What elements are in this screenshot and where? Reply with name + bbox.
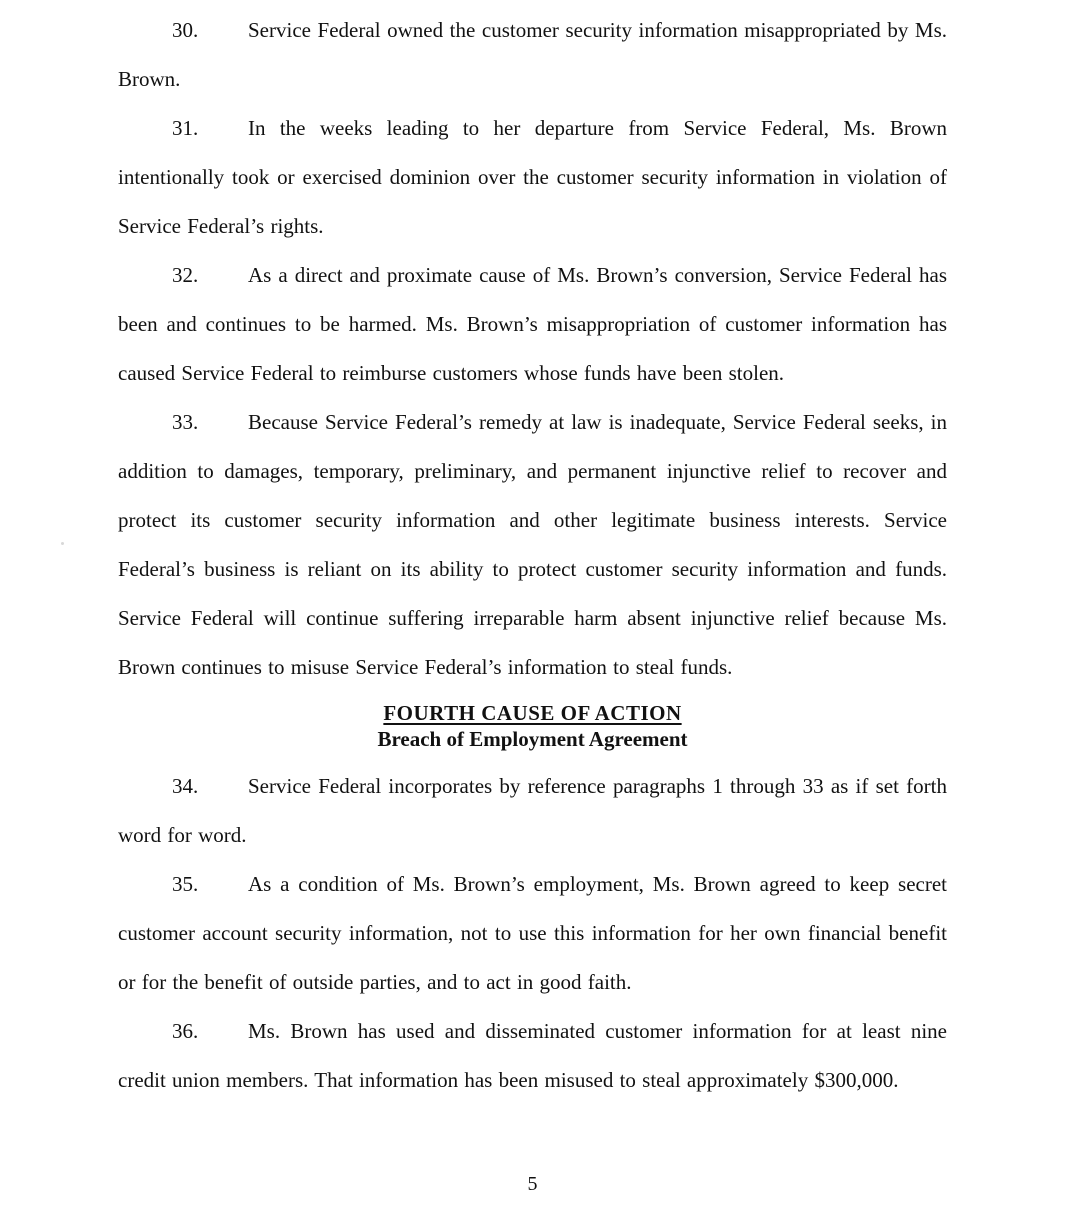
paragraph-number: 34.: [172, 774, 199, 798]
numbered-paragraph: [118, 251, 947, 398]
paragraph-text: Because Service Federal’s remedy at law is inadequate, Service Federal seeks, in addition to damages, temporary, preliminary, and permanent injunctive relief to recover and protect its customer security information and other legitimate business interests. Service Federal’s business is reliant on its ability to protect customer security information and funds. Service Federal will continue suffering irreparable harm absent injunctive relief because Ms. Brown continues to misuse Service Federal’s information to steal funds.: [118, 410, 947, 679]
paragraph-number: 33.: [172, 410, 199, 434]
paragraph-number: 32.: [172, 263, 199, 287]
numbered-paragraph: [118, 6, 947, 104]
paragraph-number: 35.: [172, 872, 199, 896]
document-body: [118, 0, 947, 1105]
scan-artifact: [61, 542, 64, 545]
cause-heading-subtitle: Breach of Employment Agreement: [377, 727, 688, 751]
numbered-paragraph: [118, 860, 947, 1007]
numbered-paragraph: [118, 104, 947, 251]
paragraph-number: 31.: [172, 116, 199, 140]
cause-of-action-heading: [118, 700, 947, 752]
page-number: 5: [527, 1173, 538, 1195]
numbered-paragraph: [118, 1007, 947, 1105]
paragraph-text: Service Federal incorporates by reference paragraphs 1 through 33 as if set forth word for word.: [118, 774, 947, 847]
paragraph-number: 36.: [172, 1019, 199, 1043]
paragraph-text: Ms. Brown has used and disseminated customer information for at least nine credit union members. That information has been misused to steal approximately $300,000.: [118, 1019, 947, 1092]
paragraph-number: 30.: [172, 18, 199, 42]
paragraph-text: As a direct and proximate cause of Ms. Brown’s conversion, Service Federal has been and continues to be harmed. Ms. Brown’s misappropriation of customer information has caused Service Federal to reimburse customers whose funds have been stolen.: [118, 263, 947, 385]
paragraph-text: Service Federal owned the customer security information misappropriated by Ms. Brown.: [118, 18, 947, 91]
numbered-paragraph: [118, 398, 947, 692]
paragraph-text: In the weeks leading to her departure from Service Federal, Ms. Brown intentionally took or exercised dominion over the customer security information in violation of Service Federal’s rights.: [118, 116, 947, 238]
cause-heading-title: FOURTH CAUSE OF ACTION: [383, 701, 682, 725]
paragraph-text: As a condition of Ms. Brown’s employment, Ms. Brown agreed to keep secret customer account security information, not to use this information for her own financial benefit or for the benefit of outside parties, and to act in good faith.: [118, 872, 947, 994]
numbered-paragraph: [118, 762, 947, 860]
